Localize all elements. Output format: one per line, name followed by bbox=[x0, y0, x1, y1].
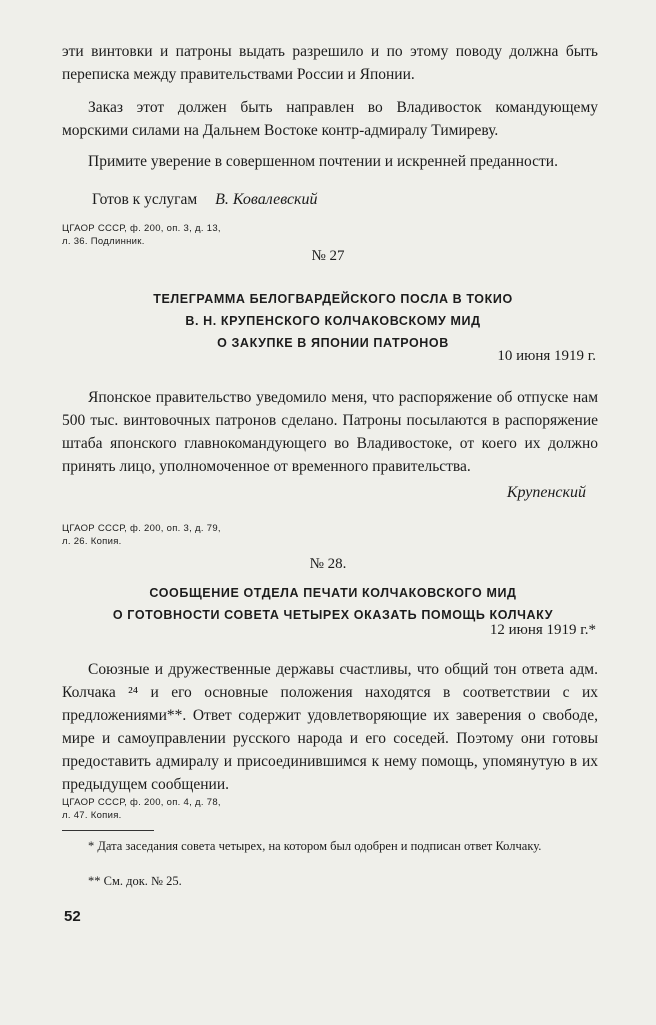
source-reference bbox=[62, 222, 362, 248]
title-line: О ГОТОВНОСТИ СОВЕТА ЧЕТЫРЕХ ОКАЗАТЬ ПОМОЩЬ КОЛЧАКУ bbox=[112, 608, 554, 622]
telegram-body: Японское правительство уведомило меня, что распоряжение об отпуске нам 500 тыс. винтовочных патронов сделано. Патроны посылаются в распоряжение штаба японского главнокомандующего во Владивостоке, от коего их должно принять лицо, уполномоченное от временного правительства. bbox=[62, 389, 598, 475]
closing-text: Готов к услугам bbox=[92, 191, 198, 208]
paragraph-courtesy: Примите уверение в совершенном почтении и искренней преданности. bbox=[88, 153, 558, 170]
title-line: В. Н. КРУПЕНСКОГО КОЛЧАКОВСКОМУ МИД bbox=[185, 314, 481, 328]
document-date: 10 июня 1919 г. bbox=[497, 348, 596, 364]
title-line: О ЗАКУПКЕ В ЯПОНИИ ПАТРОНОВ bbox=[217, 336, 449, 350]
document-number: № 28. bbox=[309, 556, 347, 572]
signature-krupensky: Крупенский bbox=[506, 484, 586, 501]
footnote: ** См. док. № 25. bbox=[88, 874, 182, 888]
paragraph-continuation: эти винтовки и патроны выдать разрешило и по этому поводу должна быть переписка между правительствами России и Японии. bbox=[62, 43, 598, 83]
document-number: № 27 bbox=[311, 248, 345, 264]
page-number: 52 bbox=[64, 908, 81, 925]
signature-kovalevsky: В. Ковалевский bbox=[215, 191, 318, 208]
closing-line bbox=[92, 188, 318, 211]
announcement-body: Союзные и дружественные державы счастливы, что общий тон ответа адм. Колчака ²⁴ и его основные положения находятся в соответствии с их предложениями**. Ответ содержит удовлетворяющие их заверения о свободе, мире и самоуправлении русского народа и его соседей. Поэтому они готовы предоставить адмиралу и присоединившимся к нему помощь, упомянутую в их предыдущем сообщении. bbox=[62, 661, 598, 793]
document-title bbox=[60, 288, 606, 354]
paragraph-order: Заказ этот должен быть направлен во Владивосток командующему морскими силами на Дальнем Востоке контр-адмиралу Тимиреву. bbox=[62, 99, 598, 139]
source-line: л. 36. Подлинник. bbox=[62, 236, 145, 247]
source-line: ЦГАОР СССР, ф. 200, оп. 3, д. 13, bbox=[62, 223, 221, 234]
source-reference bbox=[62, 522, 362, 548]
source-reference bbox=[62, 796, 362, 822]
footnote-rule bbox=[62, 830, 154, 831]
source-line: л. 26. Копия. bbox=[62, 536, 122, 547]
title-line: ТЕЛЕГРАММА БЕЛОГВАРДЕЙСКОГО ПОСЛА В ТОКИО bbox=[153, 292, 513, 306]
source-line: ЦГАОР СССР, ф. 200, оп. 4, д. 78, bbox=[62, 797, 221, 808]
document-date: 12 июня 1919 г.* bbox=[489, 622, 596, 638]
title-line: СООБЩЕНИЕ ОТДЕЛА ПЕЧАТИ КОЛЧАКОВСКОГО МИД bbox=[149, 586, 517, 600]
source-line: ЦГАОР СССР, ф. 200, оп. 3, д. 79, bbox=[62, 523, 221, 534]
source-line: л. 47. Копия. bbox=[62, 810, 122, 821]
footnote: * Дата заседания совета четырех, на котором был одобрен и подписан ответ Колчаку. bbox=[88, 839, 542, 853]
document-title bbox=[60, 582, 606, 626]
